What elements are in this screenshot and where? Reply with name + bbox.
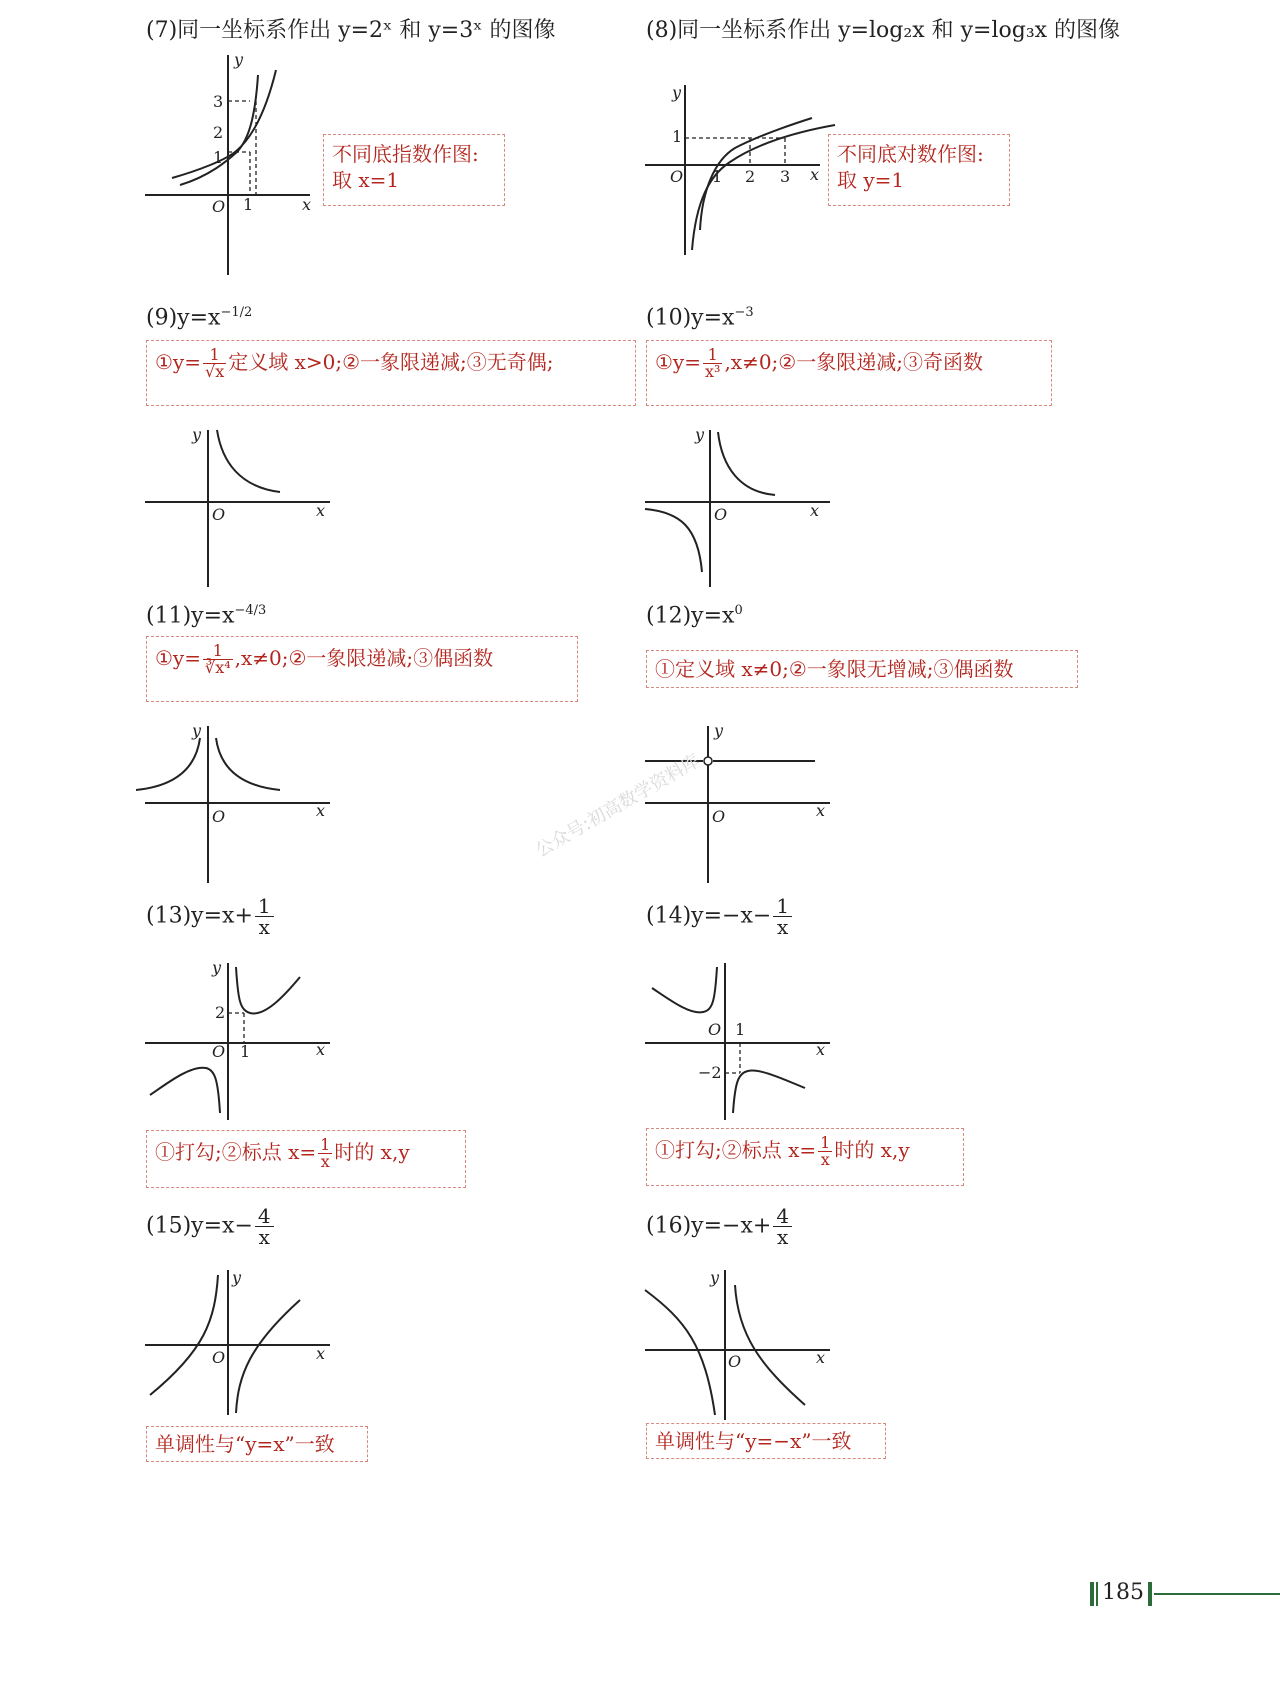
item-9-x-label: x — [316, 501, 326, 520]
watermark: 公众号:初高数学资料库 — [532, 750, 704, 862]
item-10-y-label: y — [695, 425, 705, 444]
item-7-tick-3: 3 — [213, 92, 224, 111]
item-13-origin: O — [212, 1042, 226, 1061]
page-number: 185 — [1102, 1580, 1144, 1605]
item-12-origin: O — [712, 807, 726, 826]
item-11-origin: O — [212, 807, 226, 826]
item-15-origin: O — [212, 1348, 226, 1367]
item-14-graph — [640, 955, 840, 1125]
page-number-bar-left-2 — [1096, 1582, 1098, 1606]
item-12-note: ①定义域 x≠0;②一象限无增减;③偶函数 — [646, 650, 1078, 688]
item-10-graph — [640, 422, 840, 592]
item-16-origin: O — [728, 1352, 742, 1371]
item-16-title: (16)y=−x+ $\frac{4}{x}$ — [646, 1206, 794, 1247]
item-16-x-label: x — [816, 1348, 826, 1367]
item-9-graph — [140, 422, 340, 592]
item-7-xtick-1: 1 — [243, 195, 254, 214]
item-7-tick-2: 2 — [213, 123, 224, 142]
item-14-title: (14)y=−x− $\frac{1}{x}$ — [646, 896, 794, 937]
page-number-bar-left — [1090, 1582, 1094, 1606]
item-10-title: $(10)y=x^{-3}$ — [646, 305, 754, 331]
item-12-graph — [640, 718, 840, 888]
item-15-y-label: y — [232, 1268, 242, 1287]
item-7-graph — [140, 50, 320, 290]
item-16-graph — [640, 1265, 840, 1425]
item-7-origin: O — [212, 197, 226, 216]
item-9-note: ①y= $\frac{1}{√x}$ 定义域 x>0;②一象限递减;③无奇偶; — [146, 340, 636, 406]
item-8-tick-3: 3 — [780, 167, 791, 186]
item-12-y-label: y — [714, 721, 724, 740]
page-number-rule — [1154, 1593, 1280, 1595]
page-number-bar-right — [1148, 1582, 1152, 1606]
item-14-origin: O — [708, 1020, 722, 1039]
item-8-origin: O — [670, 167, 684, 186]
item-11-x-label: x — [316, 801, 326, 820]
item-13-graph — [140, 955, 340, 1125]
item-15-note: 单调性与“y=x”一致 — [146, 1426, 368, 1462]
item-13-x-label: x — [316, 1040, 326, 1059]
item-9-y-label: y — [192, 425, 202, 444]
item-11-note: ①y= $\frac{1}{\text{∛x⁴}}$ ,x≠0;②一象限递减;③偶函数 — [146, 636, 578, 702]
item-14-note: ①打勾;②标点 x= $\frac{1}{x}$ 时的 x,y — [646, 1128, 964, 1186]
item-7-tick-1: 1 — [213, 148, 224, 167]
item-13-note: ①打勾;②标点 x= $\frac{1}{x}$ 时的 x,y — [146, 1130, 466, 1188]
item-13-y-label: y — [212, 958, 222, 977]
item-8-note: 不同底对数作图: 取 y=1 — [828, 134, 1010, 206]
item-9-title: $(9)y=x^{-1/2}$ — [146, 305, 253, 331]
item-11-graph — [140, 718, 340, 888]
item-10-note: ①y= $\frac{1}{\text{x³}}$ ,x≠0;②一象限递减;③奇函数 — [646, 340, 1052, 406]
item-7-title: (7)同一坐标系作出 y=2ˣ 和 y=3ˣ 的图像 — [146, 18, 556, 43]
item-8-tick-2: 2 — [745, 167, 756, 186]
item-13-tick-2: 2 — [215, 1003, 226, 1022]
item-12-title: $(12)y=x^0$ — [646, 603, 743, 629]
item-13-tick-1: 1 — [240, 1042, 251, 1061]
item-14-tick-1: 1 — [735, 1020, 746, 1039]
item-10-x-label: x — [810, 501, 820, 520]
item-12-x-label: x — [816, 801, 826, 820]
item-16-y-label: y — [710, 1268, 720, 1287]
item-8-tick-1: 1 — [712, 167, 723, 186]
item-14-x-label: x — [816, 1040, 826, 1059]
item-8-y-label: y — [672, 83, 682, 102]
item-15-graph — [140, 1265, 340, 1425]
item-8-title: (8)同一坐标系作出 y=log₂x 和 y=log₃x 的图像 — [646, 18, 1121, 43]
item-7-note: 不同底指数作图: 取 x=1 — [323, 134, 505, 206]
item-8-x-label: x — [810, 165, 820, 184]
item-14-tick-m2: −2 — [698, 1063, 722, 1082]
item-15-x-label: x — [316, 1344, 326, 1363]
item-10-origin: O — [714, 505, 728, 524]
item-13-title: (13)y=x+ $\frac{1}{x}$ — [146, 896, 276, 937]
item-16-note: 单调性与“y=−x”一致 — [646, 1423, 886, 1459]
item-8-ytick-1: 1 — [672, 127, 683, 146]
item-11-title: $(11)y=x^{-4/3}$ — [146, 603, 267, 629]
item-9-origin: O — [212, 505, 226, 524]
item-7-x-label: x — [302, 195, 312, 214]
item-15-title: (15)y=x− $\frac{4}{x}$ — [146, 1206, 276, 1247]
item-11-y-label: y — [192, 721, 202, 740]
item-8-graph — [640, 80, 830, 260]
item-7-y-label: y — [234, 50, 244, 69]
